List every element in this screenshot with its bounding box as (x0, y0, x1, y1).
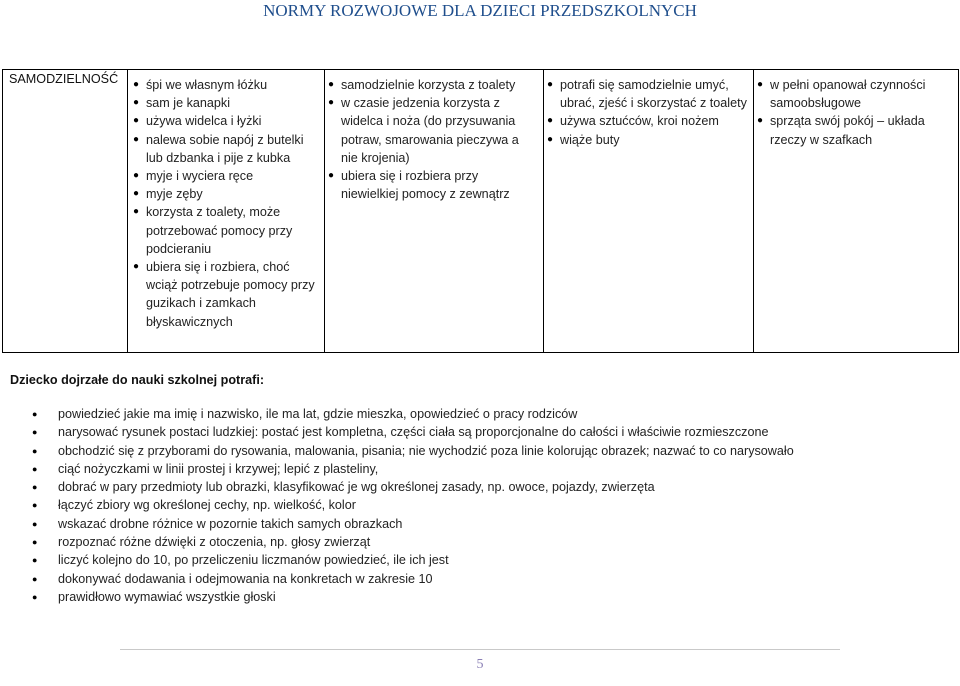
row-label (3, 70, 128, 353)
skill-item: ● dokonywać dodawania i odejmowania na konkretach w zakresie 10 (32, 570, 932, 588)
page-title: NORMY ROZWOJOWE DLA DZIECI PRZEDSZKOLNYCH (263, 1, 697, 20)
section-heading: Dziecko dojrzałe do nauki szkolnej potrafi: (10, 373, 265, 387)
autonomy-table (2, 69, 959, 353)
list-item: ● korzysta z toalety, może potrzebować pomocy przy podcieraniu (133, 203, 320, 258)
skill-item: ● dobrać w pary przedmioty lub obrazki, klasyfikować je wg określonej zasady, np. owoce, pojazdy, zwierzęta (32, 478, 932, 496)
skill-item: ● łączyć zbiory wg określonej cechy, np. wielkość, kolor (32, 496, 932, 514)
cell-list (133, 70, 324, 331)
table-cell (325, 70, 544, 353)
list-item: ● ubiera się i rozbiera, choć wciąż potrzebuje pomocy przy guzikach i zamkach błyskawicznych (133, 258, 320, 331)
skill-item: ● prawidłowo wymawiać wszystkie głoski (32, 588, 932, 606)
skill-item: ● narysować rysunek postaci ludzkiej: postać jest kompletna, części ciała są proporcjonalne do całości i właściwie rozmieszczone (32, 423, 932, 441)
table-cell (754, 70, 959, 353)
table-cell (128, 70, 325, 353)
cell-list (328, 70, 543, 203)
list-item: ● w czasie jedzenia korzysta z widelca i noża (do przysuwania potraw, smarowania pieczywa a nie krojenia) (328, 94, 539, 167)
list-item: ● używa sztućców, kroi nożem (547, 112, 749, 130)
skill-item: ● obchodzić się z przyborami do rysowania, malowania, pisania; nie wychodzić poza linie kolorując obrazek; nazwać to co narysowało (32, 442, 932, 460)
list-item: ● w pełni opanował czynności samoobsługowe (757, 76, 954, 112)
list-item: ● ubiera się i rozbiera przy niewielkiej pomocy z zewnątrz (328, 167, 539, 203)
footer-divider (120, 649, 840, 650)
skill-item: ● wskazać drobne różnice w pozornie takich samych obrazkach (32, 515, 932, 533)
list-item: ● potrafi się samodzielnie umyć, ubrać, zjeść i skorzystać z toalety (547, 76, 749, 112)
list-item: ● myje zęby (133, 185, 320, 203)
cell-list (757, 70, 958, 149)
list-item: ● wiąże buty (547, 131, 749, 149)
list-item: ● myje i wyciera ręce (133, 167, 320, 185)
list-item: ● śpi we własnym łóżku (133, 76, 320, 94)
list-item: ● nalewa sobie napój z butelki lub dzbanka i pije z kubka (133, 131, 320, 167)
skill-item: ● powiedzieć jakie ma imię i nazwisko, ile ma lat, gdzie mieszka, opowiedzieć o pracy rodziców (32, 405, 932, 423)
row-label-text: SAMODZIELNOŚĆ (9, 72, 119, 86)
list-item: ● sprząta swój pokój – układa rzeczy w szafkach (757, 112, 954, 148)
skill-item: ● ciąć nożyczkami w linii prostej i krzywej; lepić z plasteliny, (32, 460, 932, 478)
list-item: ● sam je kanapki (133, 94, 320, 112)
table-cell (544, 70, 754, 353)
skill-item: ● rozpoznać różne dźwięki z otoczenia, np. głosy zwierząt (32, 533, 932, 551)
cell-list (547, 70, 753, 149)
skills-list (32, 405, 932, 606)
page-number: 5 (476, 657, 484, 672)
list-item: ● samodzielnie korzysta z toalety (328, 76, 539, 94)
skill-item: ● liczyć kolejno do 10, po przeliczeniu liczmanów powiedzieć, ile ich jest (32, 551, 932, 569)
list-item: ● używa widelca i łyżki (133, 112, 320, 130)
